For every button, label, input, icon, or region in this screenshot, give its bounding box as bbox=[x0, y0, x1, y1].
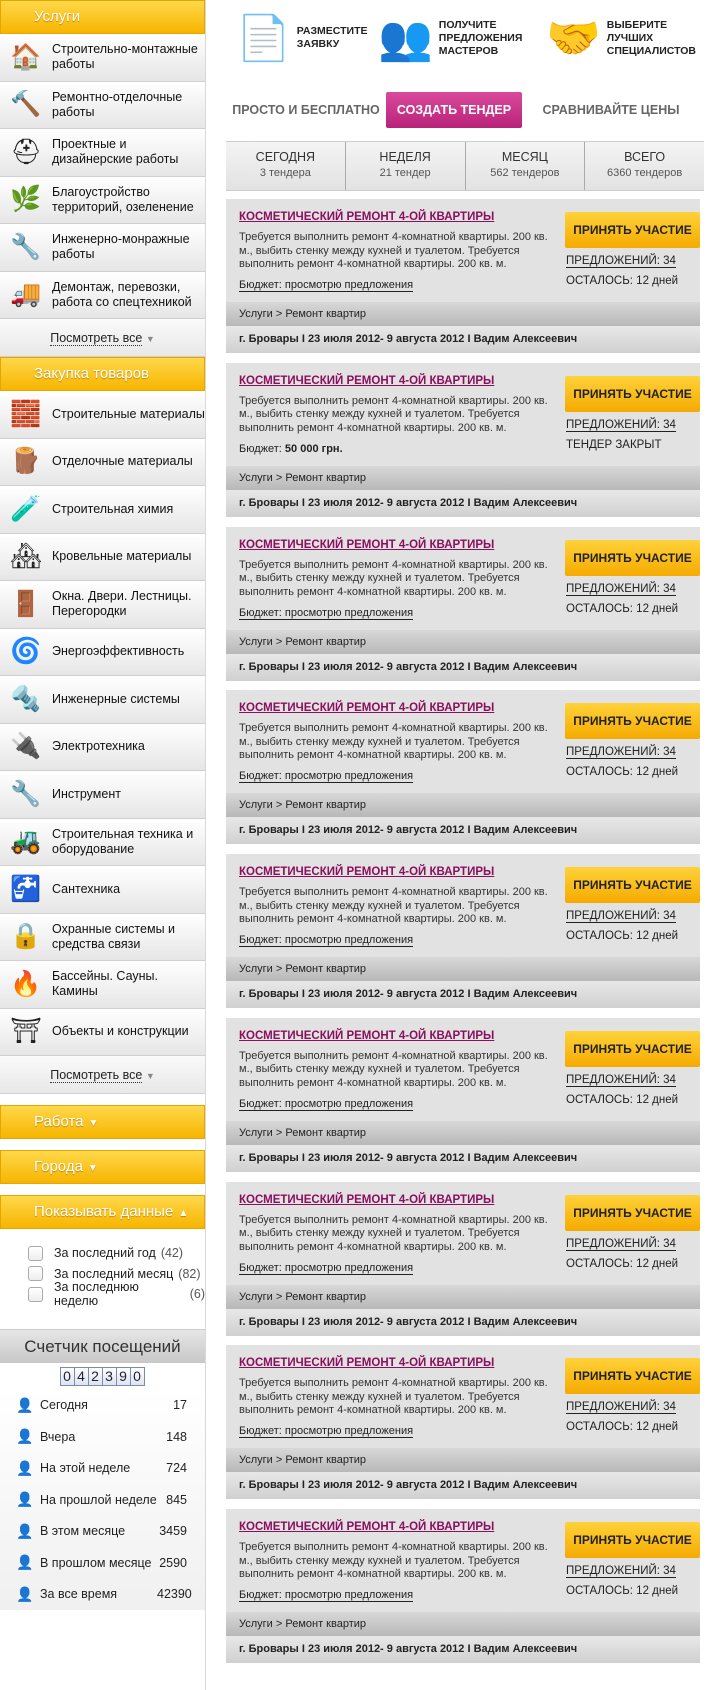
sidebar-item[interactable] bbox=[0, 224, 205, 272]
tender-offers-link[interactable]: ПРЕДЛОЖЕНИЙ: 34 bbox=[566, 1401, 676, 1414]
tender-offers-link[interactable]: ПРЕДЛОЖЕНИЙ: 34 bbox=[566, 1073, 676, 1086]
period-stat-title: СЕГОДНЯ bbox=[255, 150, 316, 164]
sidebar-item[interactable] bbox=[0, 82, 205, 130]
period-stat bbox=[585, 142, 704, 190]
period-stat bbox=[346, 142, 466, 190]
user-icon: 👤 bbox=[16, 1585, 34, 1602]
gate-icon: ⛩ bbox=[10, 1017, 42, 1046]
step-choose-best bbox=[546, 12, 699, 64]
tender-budget-link[interactable]: Бюджет: просмотрю предложения bbox=[239, 770, 414, 783]
wrench-icon: 🔧 bbox=[10, 232, 42, 261]
period-stat-count: 6360 тендеров bbox=[607, 167, 683, 179]
period-stat-title: ВСЕГО bbox=[624, 150, 666, 164]
tender-card bbox=[226, 527, 700, 681]
how-it-works bbox=[226, 0, 704, 90]
sidebar-item-label: Энергоэффективность bbox=[52, 644, 185, 659]
tender-budget-link[interactable]: Бюджет: просмотрю предложения bbox=[239, 1261, 414, 1274]
sidebar-item-label: Охранные системы и средства связи bbox=[52, 921, 176, 951]
sidebar-item-label: Окна. Двери. Лестницы. Перегородки bbox=[52, 589, 192, 619]
tab-simple-free[interactable]: ПРОСТО И БЕСПЛАТНО bbox=[232, 103, 380, 117]
filter-count: (6) bbox=[189, 1287, 205, 1302]
tender-category: Услуги > Ремонт квартир bbox=[226, 466, 700, 490]
tender-card bbox=[226, 363, 700, 517]
filter-checkbox[interactable] bbox=[28, 1266, 43, 1281]
step-text: ВЫБЕРИТЕ ЛУЧШИХ СПЕЦИАЛИСТОВ bbox=[606, 18, 696, 57]
tender-footer: г. Бровары I 23 июля 2012- 9 августа 2012 I Вадим Алексеевич bbox=[226, 490, 700, 517]
visit-stat-value: 724 bbox=[166, 1461, 187, 1476]
counter-digit: 0 bbox=[60, 1367, 75, 1386]
counter-digit: 2 bbox=[88, 1367, 103, 1386]
visit-stat-row bbox=[0, 1484, 205, 1516]
tender-card bbox=[226, 1345, 700, 1499]
tools-icon: 🔨 bbox=[10, 90, 42, 119]
tender-tabs bbox=[226, 92, 704, 128]
tender-category: Услуги > Ремонт квартир bbox=[226, 1448, 700, 1472]
tender-footer: г. Бровары I 23 июля 2012- 9 августа 2012 I Вадим Алексеевич bbox=[226, 326, 700, 353]
sidebar-item[interactable] bbox=[0, 534, 205, 582]
services-header[interactable]: Услуги bbox=[0, 0, 205, 34]
visit-stat-value: 845 bbox=[166, 1492, 187, 1507]
fireplace-icon: 🔥 bbox=[10, 969, 42, 998]
visit-stat-value: 42390 bbox=[157, 1587, 192, 1602]
sidebar-item-label: Инструмент bbox=[52, 786, 121, 801]
document-icon: 📄 bbox=[236, 14, 291, 63]
sidebar-item-label: Электротехника bbox=[52, 739, 145, 754]
cities-header[interactable]: Города ▼ bbox=[0, 1150, 205, 1184]
visit-stat-value: 3459 bbox=[159, 1524, 187, 1539]
tender-card bbox=[226, 690, 700, 844]
participate-button[interactable]: ПРИНЯТЬ УЧАСТИЕ bbox=[565, 867, 700, 903]
bricks-icon: 🧱 bbox=[10, 399, 42, 428]
sidebar-item-label: Строительно-монтажные работы bbox=[52, 42, 198, 72]
tender-category: Услуги > Ремонт квартир bbox=[226, 957, 700, 981]
sidebar-item[interactable] bbox=[0, 272, 205, 320]
sidebar-item-label: Объекты и конструкции bbox=[52, 1024, 189, 1039]
participate-button[interactable]: ПРИНЯТЬ УЧАСТИЕ bbox=[565, 1358, 700, 1394]
visit-counter-digits bbox=[0, 1367, 205, 1386]
tender-title-link[interactable]: КОСМЕТИЧЕСКИЙ РЕМОНТ 4-ОЙ КВАРТИРЫ bbox=[239, 374, 495, 387]
counter-digit: 0 bbox=[130, 1367, 145, 1386]
sidebar-item-label: Сантехника bbox=[52, 881, 121, 896]
tender-description: Требуется выполнить ремонт 4-комнатной квартиры. 200 кв. м., выбить стенку между кухней и туалетом. Требуется выполнить ремонт 4-комнатной квартиры. 200 кв. м. bbox=[239, 886, 548, 925]
visit-stat-value: 2590 bbox=[159, 1555, 187, 1570]
sidebar-item-label: Благоустройство территорий, озеленение bbox=[52, 184, 194, 214]
sidebar-item[interactable] bbox=[0, 129, 205, 177]
tender-footer: г. Бровары I 23 июля 2012- 9 августа 2012 I Вадим Алексеевич bbox=[226, 654, 700, 681]
tender-description: Требуется выполнить ремонт 4-комнатной квартиры. 200 кв. м., выбить стенку между кухней и туалетом. Требуется выполнить ремонт 4-комнатной квартиры. 200 кв. м. bbox=[239, 231, 548, 270]
period-stat-title: МЕСЯЦ bbox=[501, 150, 548, 164]
visit-stat-value: 148 bbox=[166, 1429, 187, 1444]
tender-title-link[interactable]: КОСМЕТИЧЕСКИЙ РЕМОНТ 4-ОЙ КВАРТИРЫ bbox=[239, 1029, 495, 1042]
sidebar-item-label: Строительные материалы bbox=[52, 406, 205, 421]
tender-status: ОСТАЛОСЬ: 12 дней bbox=[566, 930, 679, 942]
sidebar-item-label: Строительная химия bbox=[52, 501, 174, 516]
handshake-icon: 🤝 bbox=[546, 14, 601, 63]
wires-icon: 🔌 bbox=[10, 732, 42, 761]
participate-button[interactable]: ПРИНЯТЬ УЧАСТИЕ bbox=[565, 1195, 700, 1231]
sidebar-item[interactable] bbox=[0, 1009, 205, 1057]
tender-footer: г. Бровары I 23 июля 2012- 9 августа 2012 I Вадим Алексеевич bbox=[226, 1636, 700, 1663]
tender-budget-link[interactable]: Бюджет: просмотрю предложения bbox=[239, 1425, 414, 1438]
sidebar-item-label: Проектные и дизайнерские работы bbox=[52, 137, 179, 167]
sidebar-item[interactable] bbox=[0, 486, 205, 534]
tender-card bbox=[226, 1182, 700, 1336]
step-place-request bbox=[236, 12, 368, 64]
door-icon: 🚪 bbox=[10, 589, 42, 618]
chevron-down-icon: ▼ bbox=[88, 1118, 99, 1129]
tender-footer: г. Бровары I 23 июля 2012- 9 августа 2012 I Вадим Алексеевич bbox=[226, 817, 700, 844]
pipes-icon: 🔩 bbox=[10, 684, 42, 713]
tender-offers-link[interactable]: ПРЕДЛОЖЕНИЙ: 34 bbox=[566, 582, 676, 595]
step-get-offers bbox=[378, 12, 523, 64]
lock-icon: 🔒 bbox=[10, 922, 42, 951]
participate-button[interactable]: ПРИНЯТЬ УЧАСТИЕ bbox=[565, 1522, 700, 1558]
tender-description: Требуется выполнить ремонт 4-комнатной квартиры. 200 кв. м., выбить стенку между кухней и туалетом. Требуется выполнить ремонт 4-комнатной квартиры. 200 кв. м. bbox=[239, 1049, 548, 1089]
visit-stat-row bbox=[0, 1390, 205, 1422]
sidebar-item-label: Инженерно-монражные работы bbox=[52, 232, 190, 262]
visit-stat-row bbox=[0, 1453, 205, 1485]
tender-title-link[interactable]: КОСМЕТИЧЕСКИЙ РЕМОНТ 4-ОЙ КВАРТИРЫ bbox=[239, 538, 495, 551]
truck-icon: 🚚 bbox=[10, 280, 42, 309]
period-stat bbox=[466, 142, 586, 190]
visit-stat-label: Вчера bbox=[40, 1429, 76, 1444]
tender-offers-link[interactable]: ПРЕДЛОЖЕНИЙ: 34 bbox=[566, 1565, 676, 1577]
sidebar-item[interactable] bbox=[0, 177, 205, 225]
filter-option[interactable] bbox=[28, 1243, 205, 1264]
visit-stat-row bbox=[0, 1516, 205, 1548]
tender-footer: г. Бровары I 23 июля 2012- 9 августа 2012 I Вадим Алексеевич bbox=[226, 1472, 700, 1499]
tender-budget: Бюджет: 50 000 грн. bbox=[239, 442, 343, 455]
plant-icon: 🌿 bbox=[10, 185, 42, 214]
sidebar-item[interactable] bbox=[0, 961, 205, 1009]
visit-stat-label: На этой неделе bbox=[40, 1461, 131, 1476]
sink-icon: 🚰 bbox=[10, 874, 42, 903]
period-stat-count: 21 тендер bbox=[379, 167, 431, 179]
visit-stat-row bbox=[0, 1579, 205, 1611]
user-icon: 👤 bbox=[16, 1522, 34, 1539]
tender-budget-link[interactable]: Бюджет: просмотрю предложения bbox=[239, 606, 414, 619]
date-filters bbox=[0, 1229, 205, 1311]
drill-icon: 🔧 bbox=[10, 779, 42, 808]
counter-digit: 3 bbox=[102, 1367, 117, 1386]
counter-digit: 4 bbox=[74, 1367, 89, 1386]
sidebar-item[interactable] bbox=[0, 629, 205, 677]
tender-card bbox=[226, 1018, 700, 1172]
tender-status: ОСТАЛОСЬ: 12 дней bbox=[566, 602, 679, 615]
tender-footer: г. Бровары I 23 июля 2012- 9 августа 2012 I Вадим Алексеевич bbox=[226, 1309, 700, 1336]
tender-offers-link[interactable]: ПРЕДЛОЖЕНИЙ: 34 bbox=[566, 418, 676, 431]
visit-stat-label: В этом месяце bbox=[40, 1524, 126, 1539]
tender-category: Услуги > Ремонт квартир bbox=[226, 630, 700, 654]
tender-category: Услуги > Ремонт квартир bbox=[226, 302, 700, 326]
participate-button[interactable]: ПРИНЯТЬ УЧАСТИЕ bbox=[565, 212, 700, 248]
tender-description: Требуется выполнить ремонт 4-комнатной квартиры. 200 кв. м., выбить стенку между кухней и туалетом. Требуется выполнить ремонт 4-комнатной квартиры. 200 кв. м. bbox=[239, 558, 548, 598]
visit-stat-label: На прошлой неделе bbox=[40, 1492, 157, 1507]
sidebar-item-label: Кровельные материалы bbox=[52, 549, 192, 564]
period-stat bbox=[226, 142, 346, 190]
forklift-icon: 🚜 bbox=[10, 827, 42, 856]
sidebar-item-label: Отделочные материалы bbox=[52, 454, 193, 469]
sidebar-item[interactable] bbox=[0, 439, 205, 487]
tender-category: Услуги > Ремонт квартир bbox=[226, 1612, 700, 1636]
participate-button[interactable]: ПРИНЯТЬ УЧАСТИЕ bbox=[565, 540, 700, 576]
chemistry-icon: 🧪 bbox=[10, 494, 42, 523]
filter-count: (82) bbox=[178, 1266, 201, 1281]
chevron-up-icon: ▲ bbox=[178, 1208, 189, 1219]
chevron-down-icon: ▼ bbox=[145, 1071, 155, 1081]
sidebar bbox=[0, 0, 206, 1690]
sidebar-item-label: Демонтаж, перевозки, работа со спецтехникой bbox=[52, 279, 192, 309]
period-stat-count: 562 тендеров bbox=[490, 167, 560, 179]
user-icon: 👤 bbox=[16, 1396, 34, 1413]
participate-button[interactable]: ПРИНЯТЬ УЧАСТИЕ bbox=[565, 1031, 700, 1067]
filter-count: (42) bbox=[160, 1246, 184, 1261]
tender-status: ОСТАЛОСЬ: 12 дней bbox=[566, 1257, 679, 1270]
visit-stat-value: 17 bbox=[173, 1398, 187, 1413]
visit-stat-label: Сегодня bbox=[40, 1398, 88, 1413]
goods-header[interactable]: Закупка товаров bbox=[0, 357, 205, 391]
tender-budget-link[interactable]: Бюджет: просмотрю предложения bbox=[239, 1097, 414, 1110]
filter-option[interactable] bbox=[28, 1280, 205, 1309]
people-icon: 👥 bbox=[378, 14, 433, 63]
sidebar-item[interactable] bbox=[0, 34, 205, 82]
tender-offers-link[interactable]: ПРЕДЛОЖЕНИЙ: 34 bbox=[566, 255, 676, 267]
house-icon: 🏠 bbox=[10, 42, 42, 71]
tender-card bbox=[226, 1509, 700, 1663]
period-stat-title: НЕДЕЛЯ bbox=[379, 150, 431, 164]
tender-status: ОСТАЛОСЬ: 12 дней bbox=[566, 1585, 679, 1597]
visit-stats bbox=[0, 1390, 205, 1611]
tender-title-link[interactable]: КОСМЕТИЧЕСКИЙ РЕМОНТ 4-ОЙ КВАРТИРЫ bbox=[239, 1521, 495, 1533]
sidebar-item[interactable] bbox=[0, 866, 205, 914]
tender-description: Требуется выполнить ремонт 4-комнатной квартиры. 200 кв. м., выбить стенку между кухней и туалетом. Требуется выполнить ремонт 4-комнатной квартиры. 200 кв. м. bbox=[239, 722, 548, 762]
tender-category: Услуги > Ремонт квартир bbox=[226, 793, 700, 817]
participate-button[interactable]: ПРИНЯТЬ УЧАСТИЕ bbox=[565, 703, 700, 739]
counter-digit: 9 bbox=[116, 1367, 131, 1386]
tender-category: Услуги > Ремонт квартир bbox=[226, 1285, 700, 1309]
user-icon: 👤 bbox=[16, 1554, 34, 1571]
tender-title-link[interactable]: КОСМЕТИЧЕСКИЙ РЕМОНТ 4-ОЙ КВАРТИРЫ bbox=[239, 1193, 495, 1206]
helmet-icon: ⛑ bbox=[10, 137, 42, 166]
chevron-down-icon: ▼ bbox=[87, 1163, 98, 1174]
filter-checkbox[interactable] bbox=[28, 1287, 43, 1302]
tender-title-link[interactable]: КОСМЕТИЧЕСКИЙ РЕМОНТ 4-ОЙ КВАРТИРЫ bbox=[239, 211, 495, 223]
services-see-all-link[interactable]: Посмотреть все ▼ bbox=[0, 319, 205, 357]
user-icon: 👤 bbox=[16, 1491, 34, 1508]
tender-status: ОСТАЛОСЬ: 12 дней bbox=[566, 1093, 679, 1106]
sidebar-item[interactable] bbox=[0, 724, 205, 772]
roof-tiles-icon: 🏘 bbox=[10, 542, 42, 571]
tender-description: Требуется выполнить ремонт 4-комнатной квартиры. 200 кв. м., выбить стенку между кухней и туалетом. Требуется выполнить ремонт 4-комнатной квартиры. 200 кв. м. bbox=[239, 1377, 548, 1417]
tender-category: Услуги > Ремонт квартир bbox=[226, 1121, 700, 1145]
filter-label: За последний год bbox=[54, 1246, 156, 1261]
period-stats bbox=[226, 141, 704, 191]
visit-stat-row bbox=[0, 1421, 205, 1453]
tender-description: Требуется выполнить ремонт 4-комнатной квартиры. 200 кв. м., выбить стенку между кухней и туалетом. Требуется выполнить ремонт 4-комнатной квартиры. 200 кв. м. bbox=[239, 1541, 548, 1580]
sidebar-item[interactable] bbox=[0, 819, 205, 867]
period-stat-count: 3 тендера bbox=[259, 167, 311, 179]
sidebar-item-label: Строительная техника и оборудование bbox=[52, 826, 194, 856]
tender-status: ТЕНДЕР ЗАКРЫТ bbox=[566, 438, 662, 451]
tender-footer: г. Бровары I 23 июля 2012- 9 августа 2012 I Вадим Алексеевич bbox=[226, 981, 700, 1008]
goods-list bbox=[0, 391, 205, 1056]
tender-budget-link[interactable]: Бюджет: просмотрю предложения bbox=[239, 279, 414, 291]
filter-label: За последний месяц bbox=[54, 1266, 174, 1281]
services-list bbox=[0, 34, 205, 319]
sidebar-item[interactable] bbox=[0, 771, 205, 819]
visit-stat-label: В прошлом месяце bbox=[40, 1555, 152, 1570]
sidebar-item-label: Бассейны. Сауны. Камины bbox=[52, 969, 159, 999]
tender-card bbox=[226, 199, 700, 353]
tender-status: ОСТАЛОСЬ: 12 дней bbox=[566, 1421, 679, 1434]
step-text: РАЗМЕСТИТЕ ЗАЯВКУ bbox=[296, 25, 368, 50]
tender-offers-link[interactable]: ПРЕДЛОЖЕНИЙ: 34 bbox=[566, 910, 676, 922]
tender-budget-link[interactable]: Бюджет: просмотрю предложения bbox=[239, 1589, 414, 1601]
filter-label: За последнюю неделю bbox=[54, 1280, 139, 1309]
chevron-down-icon: ▼ bbox=[145, 334, 155, 344]
tender-title-link[interactable]: КОСМЕТИЧЕСКИЙ РЕМОНТ 4-ОЙ КВАРТИРЫ bbox=[239, 702, 495, 715]
filter-checkbox[interactable] bbox=[28, 1246, 43, 1261]
tender-description: Требуется выполнить ремонт 4-комнатной квартиры. 200 кв. м., выбить стенку между кухней и туалетом. Требуется выполнить ремонт 4-комнатной квартиры. 200 кв. м. bbox=[239, 1213, 548, 1253]
tender-budget-link[interactable]: Бюджет: просмотрю предложения bbox=[239, 934, 414, 946]
tender-offers-link[interactable]: ПРЕДЛОЖЕНИЙ: 34 bbox=[566, 746, 676, 759]
sidebar-item[interactable] bbox=[0, 914, 205, 962]
tab-compare-prices[interactable]: СРАВНИВАЙТЕ ЦЕНЫ bbox=[542, 103, 680, 117]
tender-list bbox=[226, 191, 704, 1673]
participate-button[interactable]: ПРИНЯТЬ УЧАСТИЕ bbox=[565, 376, 700, 412]
tender-title-link[interactable]: КОСМЕТИЧЕСКИЙ РЕМОНТ 4-ОЙ КВАРТИРЫ bbox=[239, 1357, 495, 1370]
planks-icon: 🪵 bbox=[10, 447, 42, 476]
create-tender-button[interactable]: СОЗДАТЬ ТЕНДЕР bbox=[386, 92, 522, 128]
sidebar-item-label: Ремонтно-отделочные работы bbox=[52, 89, 183, 119]
sidebar-item[interactable] bbox=[0, 391, 205, 439]
tender-description: Требуется выполнить ремонт 4-комнатной квартиры. 200 кв. м., выбить стенку между кухней и туалетом. Требуется выполнить ремонт 4-комнатной квартиры. 200 кв. м. bbox=[239, 394, 548, 434]
visit-stat-row bbox=[0, 1547, 205, 1579]
main-content bbox=[226, 0, 704, 1673]
tender-status: ОСТАЛОСЬ: 12 дней bbox=[566, 275, 679, 287]
step-text: ПОЛУЧИТЕ ПРЕДЛОЖЕНИЯ МАСТЕРОВ bbox=[438, 18, 523, 57]
visit-stat-label: За все время bbox=[40, 1587, 118, 1602]
goods-see-all-link[interactable]: Посмотреть все ▼ bbox=[0, 1056, 205, 1094]
tender-status: ОСТАЛОСЬ: 12 дней bbox=[566, 766, 679, 779]
work-header[interactable]: Работа ▼ bbox=[0, 1105, 205, 1139]
tender-offers-link[interactable]: ПРЕДЛОЖЕНИЙ: 34 bbox=[566, 1237, 676, 1250]
tender-footer: г. Бровары I 23 июля 2012- 9 августа 2012 I Вадим Алексеевич bbox=[226, 1145, 700, 1172]
visit-counter-header: Счетчик посещений bbox=[0, 1329, 205, 1363]
show-data-header[interactable]: Показывать данные ▲ bbox=[0, 1195, 205, 1229]
wind-turbine-icon: 🌀 bbox=[10, 637, 42, 666]
tender-card bbox=[226, 854, 700, 1008]
sidebar-item-label: Инженерные системы bbox=[52, 691, 180, 706]
sidebar-item[interactable] bbox=[0, 676, 205, 724]
tender-title-link[interactable]: КОСМЕТИЧЕСКИЙ РЕМОНТ 4-ОЙ КВАРТИРЫ bbox=[239, 866, 495, 878]
sidebar-item[interactable] bbox=[0, 581, 205, 629]
user-icon: 👤 bbox=[16, 1459, 34, 1476]
user-icon: 👤 bbox=[16, 1428, 34, 1445]
